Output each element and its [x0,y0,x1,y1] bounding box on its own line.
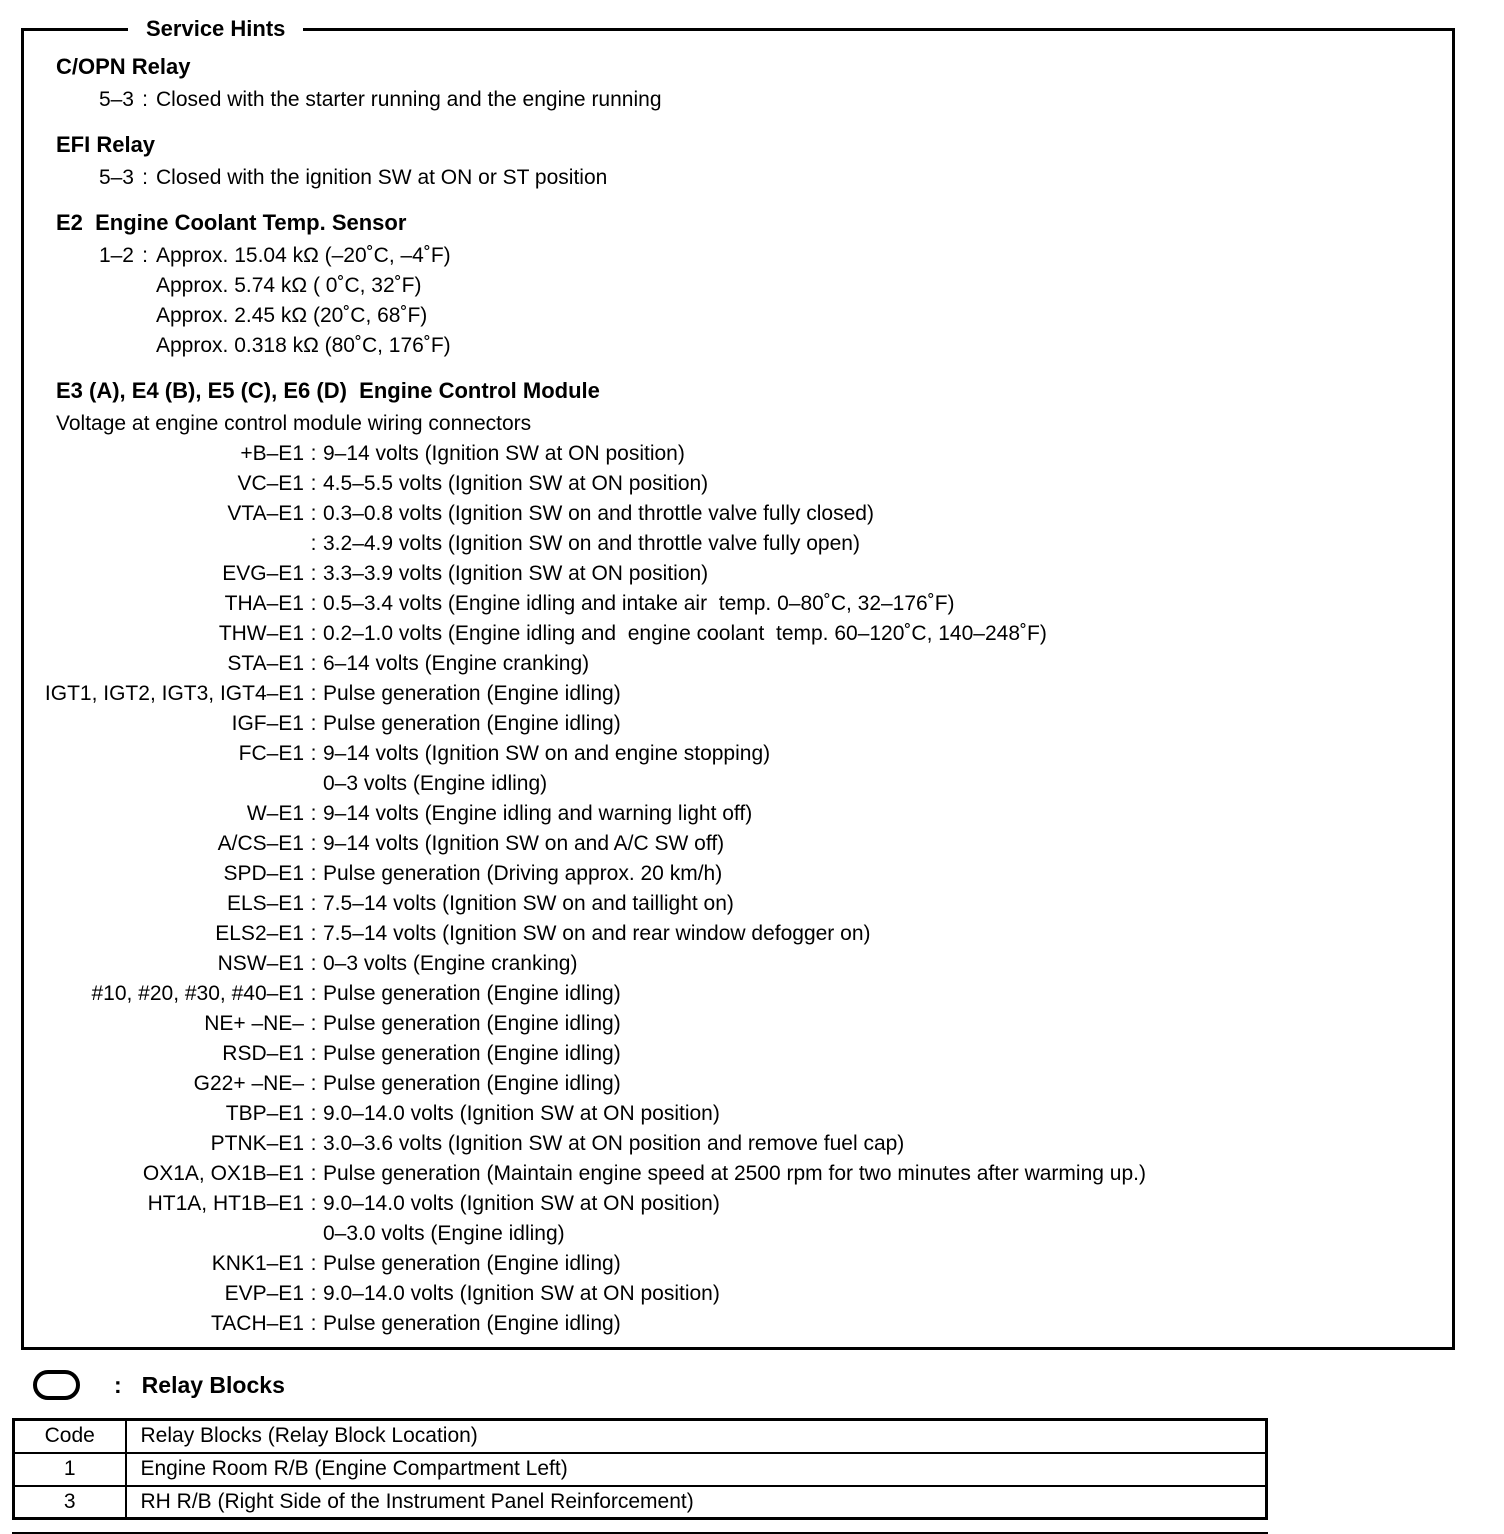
spec-line [39,859,1432,889]
spec-text: 0.2–1.0 volts (Engine idling and engine coolant temp. 60–120˚C, 140–248˚F) [323,622,1047,645]
section-heading: EFI Relay [56,132,156,157]
spec-colon: : [310,832,317,855]
spec-text: Pulse generation (Engine idling) [323,1012,621,1035]
spec-label: NE+ –NE– [204,1012,304,1035]
spec-line [39,709,1432,739]
spec-colon [134,271,156,301]
spec-line [39,529,1432,559]
spec-label: HT1A, HT1B–E1 [147,1192,304,1215]
spec-label: RSD–E1 [222,1042,304,1065]
spec-label: NSW–E1 [217,952,304,975]
spec-line [39,559,1432,589]
spec-text: Pulse generation (Engine idling) [323,1312,621,1335]
spec-label: ELS2–E1 [215,922,304,945]
col-header-code: Code [14,1420,126,1453]
spec-label: PTNK–E1 [210,1132,304,1155]
spec-colon: : [310,1312,317,1335]
spec-label: THW–E1 [218,622,304,645]
spec-text: Closed with the starter running and the engine running [156,88,662,111]
page [0,16,1504,1534]
spec-text: 0.5–3.4 volts (Engine idling and intake air temp. 0–80˚C, 32–176˚F) [323,592,955,615]
spec-line [91,85,1432,115]
spec-label: 5–3 [98,88,134,111]
spec-line [91,163,1432,193]
spec-colon: : [310,1042,317,1065]
spec-line [39,499,1432,529]
spec-label [91,331,134,361]
spec-colon: : [310,472,317,495]
spec-colon: : [310,442,317,465]
spec-line [39,769,1432,799]
spec-line [39,439,1432,469]
spec-colon: : [310,592,317,615]
relay-block-symbol-icon [33,1370,80,1400]
spec-text: Pulse generation (Engine idling) [323,1042,621,1065]
spec-text: 9.0–14.0 volts (Ignition SW at ON position) [323,1102,720,1125]
spec-label: W–E1 [246,802,304,825]
spec-line [39,1099,1432,1129]
spec-colon [304,769,323,799]
spec-text: Approx. 5.74 kΩ ( 0˚C, 32˚F) [156,274,422,297]
spec-colon: : [310,922,317,945]
section-heading: E2 Engine Coolant Temp. Sensor [56,210,407,235]
spec-line [39,739,1432,769]
spec-text: 9–14 volts (Ignition SW at ON position) [323,442,685,465]
spec-colon: : [310,982,317,1005]
spec-colon: : [310,532,317,555]
spec-label: EVP–E1 [224,1282,304,1305]
spec-text: 3.3–3.9 volts (Ignition SW at ON position) [323,562,709,585]
spec-text: 9–14 volts (Ignition SW on and A/C SW off) [323,832,725,855]
spec-colon [304,1219,323,1249]
spec-label: SPD–E1 [223,862,304,885]
spec-text: 9–14 volts (Engine idling and warning light off) [323,802,753,825]
spec-text: 0–3 volts (Engine cranking) [323,952,578,975]
spec-line [39,1249,1432,1279]
spec-colon: : [142,88,148,111]
spec-label [39,769,304,799]
spec-colon: : [310,1282,317,1305]
spec-line [91,331,1432,361]
spec-text: Pulse generation (Engine idling) [323,982,621,1005]
spec-line [39,1279,1432,1309]
section-efi-relay [56,132,1432,193]
spec-colon: : [310,862,317,885]
relay-blocks-note [33,1368,1504,1402]
spec-text: 0.3–0.8 volts (Ignition SW on and throttle valve fully closed) [323,502,874,525]
spec-text: Closed with the ignition SW at ON or ST position [156,166,608,189]
spec-label: STA–E1 [227,652,304,675]
spec-label: TBP–E1 [225,1102,304,1125]
spec-line [39,1159,1432,1189]
note-colon: : [114,1371,122,1398]
spec-line [39,949,1432,979]
spec-text: 9–14 volts (Ignition SW on and engine stopping) [323,742,771,765]
spec-colon: : [310,1072,317,1095]
spec-line [39,1309,1432,1339]
spec-label: #10, #20, #30, #40–E1 [91,982,304,1005]
section-engine-control-module [44,378,1432,1339]
spec-text: 7.5–14 volts (Ignition SW on and rear window defogger on) [323,922,871,945]
spec-text: Pulse generation (Driving approx. 20 km/h) [323,862,723,885]
spec-label: EVG–E1 [222,562,304,585]
table-row [14,1453,1267,1486]
spec-label [39,529,304,559]
spec-label: +B–E1 [240,442,304,465]
spec-colon [134,331,156,361]
spec-line [39,1129,1432,1159]
spec-label: VC–E1 [237,472,304,495]
spec-text: Pulse generation (Engine idling) [323,682,621,705]
spec-label: KNK1–E1 [211,1252,304,1275]
panel-title: Service Hints [146,16,286,41]
spec-colon: : [142,166,148,189]
spec-text: Approx. 2.45 kΩ (20˚C, 68˚F) [156,304,428,327]
spec-text: 9.0–14.0 volts (Ignition SW at ON position) [323,1282,720,1305]
spec-colon: : [310,1252,317,1275]
spec-text: 4.5–5.5 volts (Ignition SW at ON position) [323,472,709,495]
spec-colon: : [310,652,317,675]
spec-colon: : [142,244,148,267]
spec-lines [91,163,1432,193]
spec-line [39,619,1432,649]
spec-line [39,829,1432,859]
section-copn-relay [56,54,1432,115]
spec-text: Pulse generation (Engine idling) [323,1072,621,1095]
spec-label: IGF–E1 [231,712,304,735]
spec-label [91,271,134,301]
spec-colon: : [310,712,317,735]
spec-line [39,1069,1432,1099]
cell-location: Engine Room R/B (Engine Compartment Left) [126,1453,1267,1486]
spec-line [39,919,1432,949]
spec-colon: : [310,622,317,645]
spec-colon: : [310,1192,317,1215]
spec-line [39,469,1432,499]
spec-line [39,889,1432,919]
spec-label: TACH–E1 [211,1312,304,1335]
spec-line [39,979,1432,1009]
col-header-location: Relay Blocks (Relay Block Location) [126,1420,1267,1453]
section-heading: C/OPN Relay [56,54,191,79]
spec-lines [39,439,1432,1339]
spec-label: G22+ –NE– [193,1072,304,1095]
spec-colon: : [310,802,317,825]
spec-line [39,799,1432,829]
spec-lines [91,241,1432,361]
spec-text: Pulse generation (Engine idling) [323,712,621,735]
spec-colon: : [310,1012,317,1035]
section-intro: Voltage at engine control module wiring connectors [56,412,532,435]
spec-text: Approx. 15.04 kΩ (–20˚C, –4˚F) [156,244,451,267]
spec-text: 0–3 volts (Engine idling) [323,772,548,795]
table-header-row [14,1420,1267,1453]
spec-label: 5–3 [98,166,134,189]
service-hints-panel [21,16,1455,1350]
section-heading: E3 (A), E4 (B), E5 (C), E6 (D) Engine Control Module [56,378,600,403]
spec-label: A/CS–E1 [217,832,304,855]
spec-line [39,1189,1432,1219]
spec-colon [134,301,156,331]
spec-colon: : [310,1162,317,1185]
spec-line [91,241,1432,271]
spec-colon: : [310,892,317,915]
cell-location: RH R/B (Right Side of the Instrument Panel Reinforcement) [126,1486,1267,1519]
spec-line [39,649,1432,679]
spec-text: 0–3.0 volts (Engine idling) [323,1222,565,1245]
spec-label [39,1219,304,1249]
spec-text: Pulse generation (Engine idling) [323,1252,621,1275]
spec-line [39,1219,1432,1249]
cell-code: 3 [14,1486,126,1519]
spec-colon: : [310,952,317,975]
spec-text: Approx. 0.318 kΩ (80˚C, 176˚F) [156,334,451,357]
spec-label: VTA–E1 [227,502,304,525]
note-label: Relay Blocks [141,1371,285,1398]
spec-line [39,679,1432,709]
spec-text: 9.0–14.0 volts (Ignition SW at ON position) [323,1192,720,1215]
spec-line [39,1039,1432,1069]
spec-line [39,1009,1432,1039]
spec-text: 3.2–4.9 volts (Ignition SW on and throttle valve fully open) [323,532,860,555]
spec-colon: : [310,1132,317,1155]
spec-colon: : [310,502,317,525]
spec-label [91,301,134,331]
spec-line [39,589,1432,619]
spec-label: OX1A, OX1B–E1 [142,1162,304,1185]
section-coolant-temp-sensor [56,210,1432,361]
spec-text: 7.5–14 volts (Ignition SW on and taillight on) [323,892,734,915]
spec-colon: : [310,562,317,585]
cell-code: 1 [14,1453,126,1486]
spec-text: 6–14 volts (Engine cranking) [323,652,590,675]
relay-blocks-table [12,1418,1268,1520]
spec-text: 3.0–3.6 volts (Ignition SW at ON position and remove fuel cap) [323,1132,905,1155]
spec-label: 1–2 [98,244,134,267]
spec-colon: : [310,1102,317,1125]
spec-line [91,271,1432,301]
spec-label: ELS–E1 [226,892,304,915]
spec-colon: : [310,682,317,705]
spec-label: FC–E1 [238,742,304,765]
spec-line [91,301,1432,331]
spec-lines [91,85,1432,115]
spec-colon: : [310,742,317,765]
spec-text: Pulse generation (Maintain engine speed at 2500 rpm for two minutes after warming up.) [323,1162,1146,1185]
spec-label: THA–E1 [224,592,304,615]
spec-label: IGT1, IGT2, IGT3, IGT4–E1 [44,682,304,705]
table-row [14,1486,1267,1519]
